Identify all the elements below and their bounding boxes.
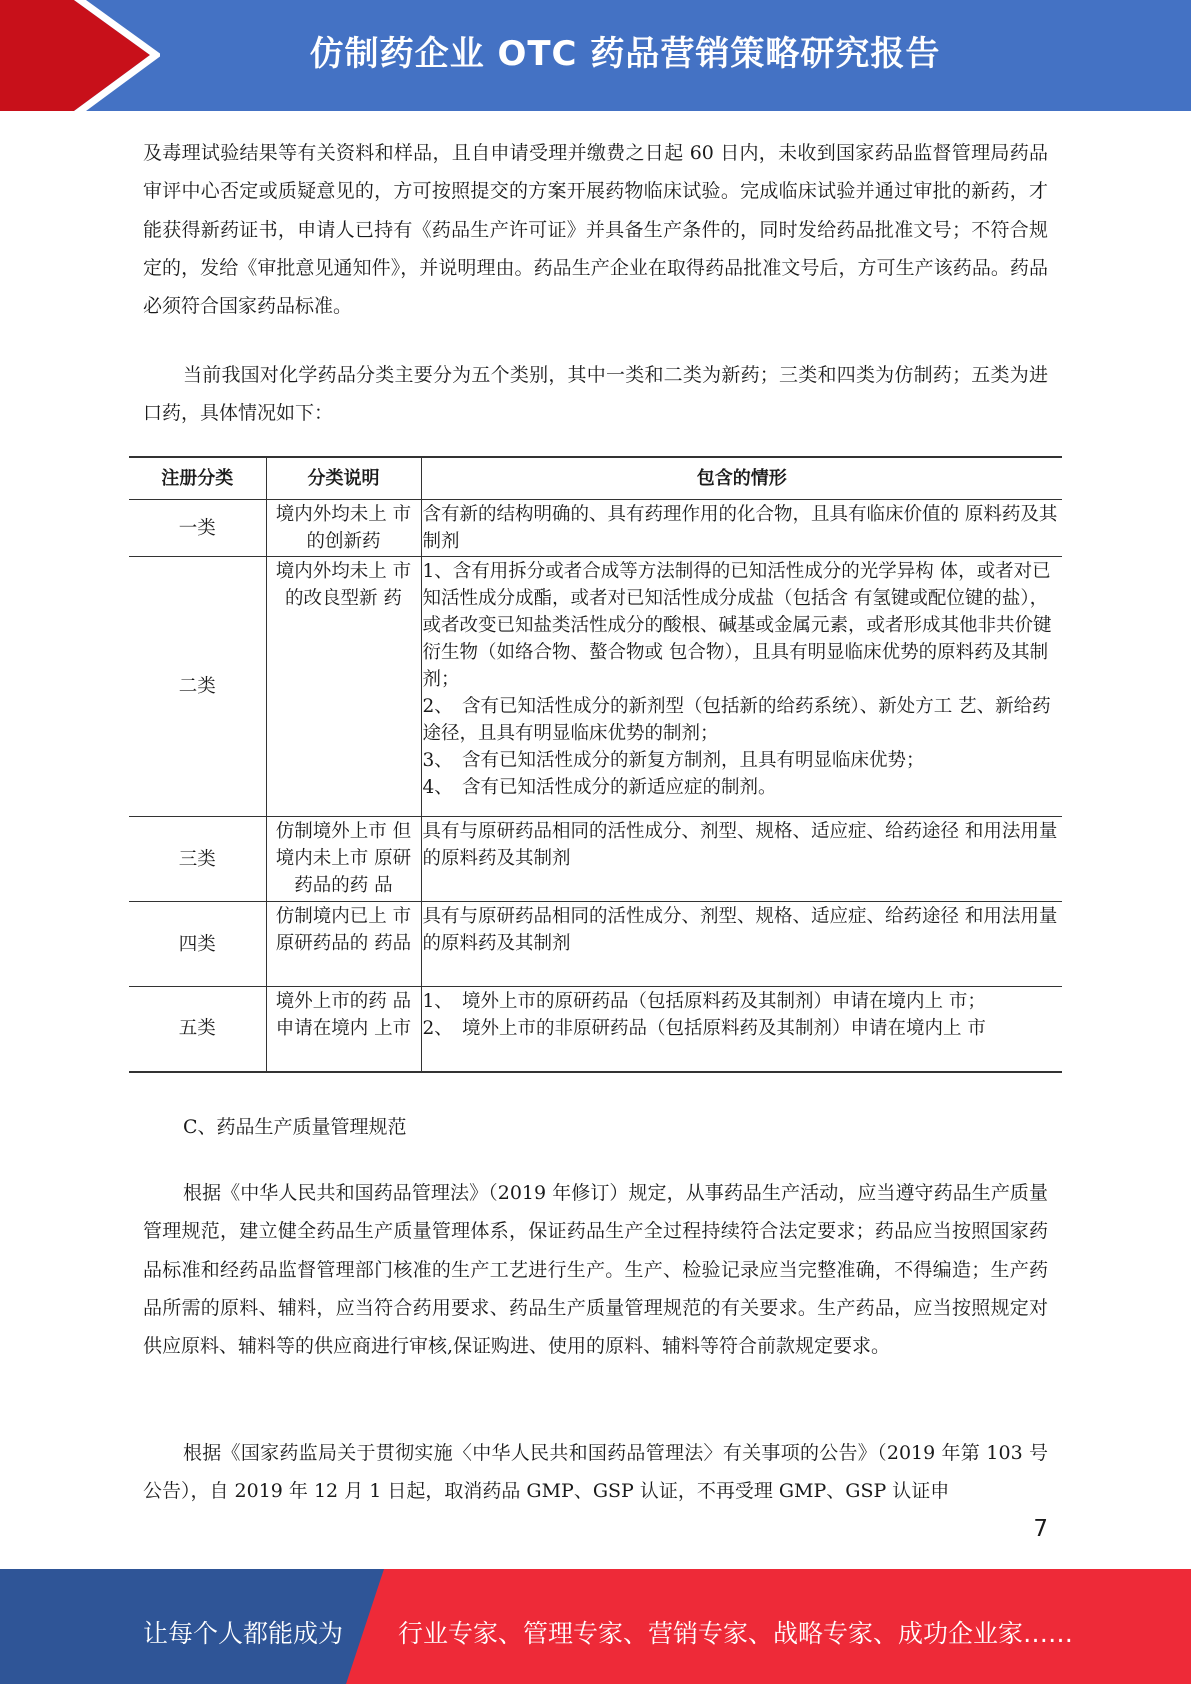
row-description-cell: 境外上市的药 品申请在境内 上市 (266, 987, 421, 1072)
content-line: 4、 含有已知活性成分的新适应症的制剂。 (422, 777, 777, 798)
content-line: 具有与原研药品相同的活性成分、剂型、规格、适应症、给药途径 和用法用量的原料药及其制剂 (422, 906, 1058, 954)
table-row (129, 902, 1062, 987)
header-arrow-decoration (0, 0, 160, 111)
row-description-cell: 仿制境外上市 但境内未上市 原研药品的药 品 (266, 817, 421, 902)
row-category-cell: 一类 (129, 500, 266, 557)
row-category-cell: 五类 (129, 987, 266, 1072)
section-heading: C、药品生产质量管理规范 (183, 1116, 407, 1138)
column-header-description: 分类说明 (266, 457, 421, 500)
row-description-cell: 境内外均未上 市的改良型新 药 (266, 557, 421, 817)
table-row (129, 500, 1062, 557)
footer-slogan-right: 行业专家、管理专家、营销专家、战略专家、成功企业家…… (398, 1619, 1074, 1648)
row-content-cell (421, 557, 1062, 817)
column-header-content: 包含的情形 (421, 457, 1062, 500)
content-line: 2、 含有已知活性成分的新剂型（包括新的给药系统）、新处方工 艺、新给药途径，且具有明显临床优势的制剂； (422, 696, 1051, 744)
page-footer (0, 1569, 1191, 1684)
body-paragraph-2: 当前我国对化学药品分类主要分为五个类别，其中一类和二类为新药；三类和四类为仿制药；五类为进口药，具体情况如下： (143, 364, 1048, 425)
content-line: 1、含有用拆分或者合成等方法制得的已知活性成分的光学异构 体，或者对已知活性成分成酯，或者对已知活性成分成盐（包括含 有氢键或配位键的盐），或者改变已知盐类活性成分的酸根、碱基或金属元素，或者形成其他非共价键衍生物（如络合物、螯合物或 包合物），且具有明显临床优势的原料药及其制剂； (422, 561, 1052, 690)
row-category-cell: 四类 (129, 902, 266, 987)
table-row (129, 817, 1062, 902)
content-line: 2、 境外上市的非原研药品（包括原料药及其制剂）申请在境内上 市 (422, 1018, 986, 1039)
row-content-cell (421, 902, 1062, 987)
drug-classification-table (129, 456, 1062, 1073)
table-header-row (129, 457, 1062, 500)
column-header-category: 注册分类 (129, 457, 266, 500)
content-line: 具有与原研药品相同的活性成分、剂型、规格、适应症、给药途径 和用法用量的原料药及其制剂 (422, 821, 1058, 869)
row-content-cell (421, 987, 1062, 1072)
body-paragraph-3: 根据《中华人民共和国药品管理法》（2019 年修订）规定，从事药品生产活动，应当遵守药品生产质量管理规范，建立健全药品生产质量管理体系，保证药品生产全过程持续符合法定要求；药品应当按照国家药品标准和经药品监督管理部门核准的生产工艺进行生产。生产、检验记录应当完整准确，不得编造；生产药品所需的原料、辅料，应当符合药用要求、药品生产质量管理规范的有关要求。生产药品，应当按照规定对供应原料、辅料等的供应商进行审核,保证购进、使用的原料、辅料等符合前款规定要求。 (143, 1182, 1048, 1358)
table-row (129, 557, 1062, 817)
table-row (129, 987, 1062, 1072)
body-paragraph-4: 根据《国家药监局关于贯彻实施〈中华人民共和国药品管理法〉有关事项的公告》（2019 年第 103 号公告），自 2019 年 12 月 1 日起，取消药品 GMP、GSP 认证，不再受理 GMP、GSP 认证申 (143, 1442, 1048, 1503)
content-line: 含有新的结构明确的、具有药理作用的化合物，且具有临床价值的 原料药及其制剂 (422, 504, 1058, 552)
row-category-cell: 二类 (129, 557, 266, 817)
row-category-cell: 三类 (129, 817, 266, 902)
page-number: 7 (1033, 1516, 1048, 1542)
body-paragraph-1: 及毒理试验结果等有关资料和样品，且自申请受理并缴费之日起 60 日内，未收到国家药品监督管理局药品审评中心否定或质疑意见的，方可按照提交的方案开展药物临床试验。完成临床试验并通过审批的新药，才能获得新药证书，申请人已持有《药品生产许可证》并具备生产条件的，同时发给药品批准文号；不符合规定的，发给《审批意见通知件》，并说明理由。药品生产企业在取得药品批准文号后，方可生产该药品。药品必须符合国家药品标准。 (143, 142, 1048, 318)
row-description-cell: 仿制境内已上 市原研药品的 药品 (266, 902, 421, 987)
row-description-cell: 境内外均未上 市的创新药 (266, 500, 421, 557)
row-content-cell (421, 500, 1062, 557)
report-title: 仿制药企业 OTC 药品营销策略研究报告 (309, 34, 941, 74)
page-header (0, 0, 1191, 111)
footer-slogan-left: 让每个人都能成为 (143, 1619, 344, 1648)
row-content-cell (421, 817, 1062, 902)
content-line: 3、 含有已知活性成分的新复方制剂，且具有明显临床优势； (422, 750, 925, 771)
content-line: 1、 境外上市的原研药品（包括原料药及其制剂）申请在境内上 市； (422, 991, 986, 1012)
